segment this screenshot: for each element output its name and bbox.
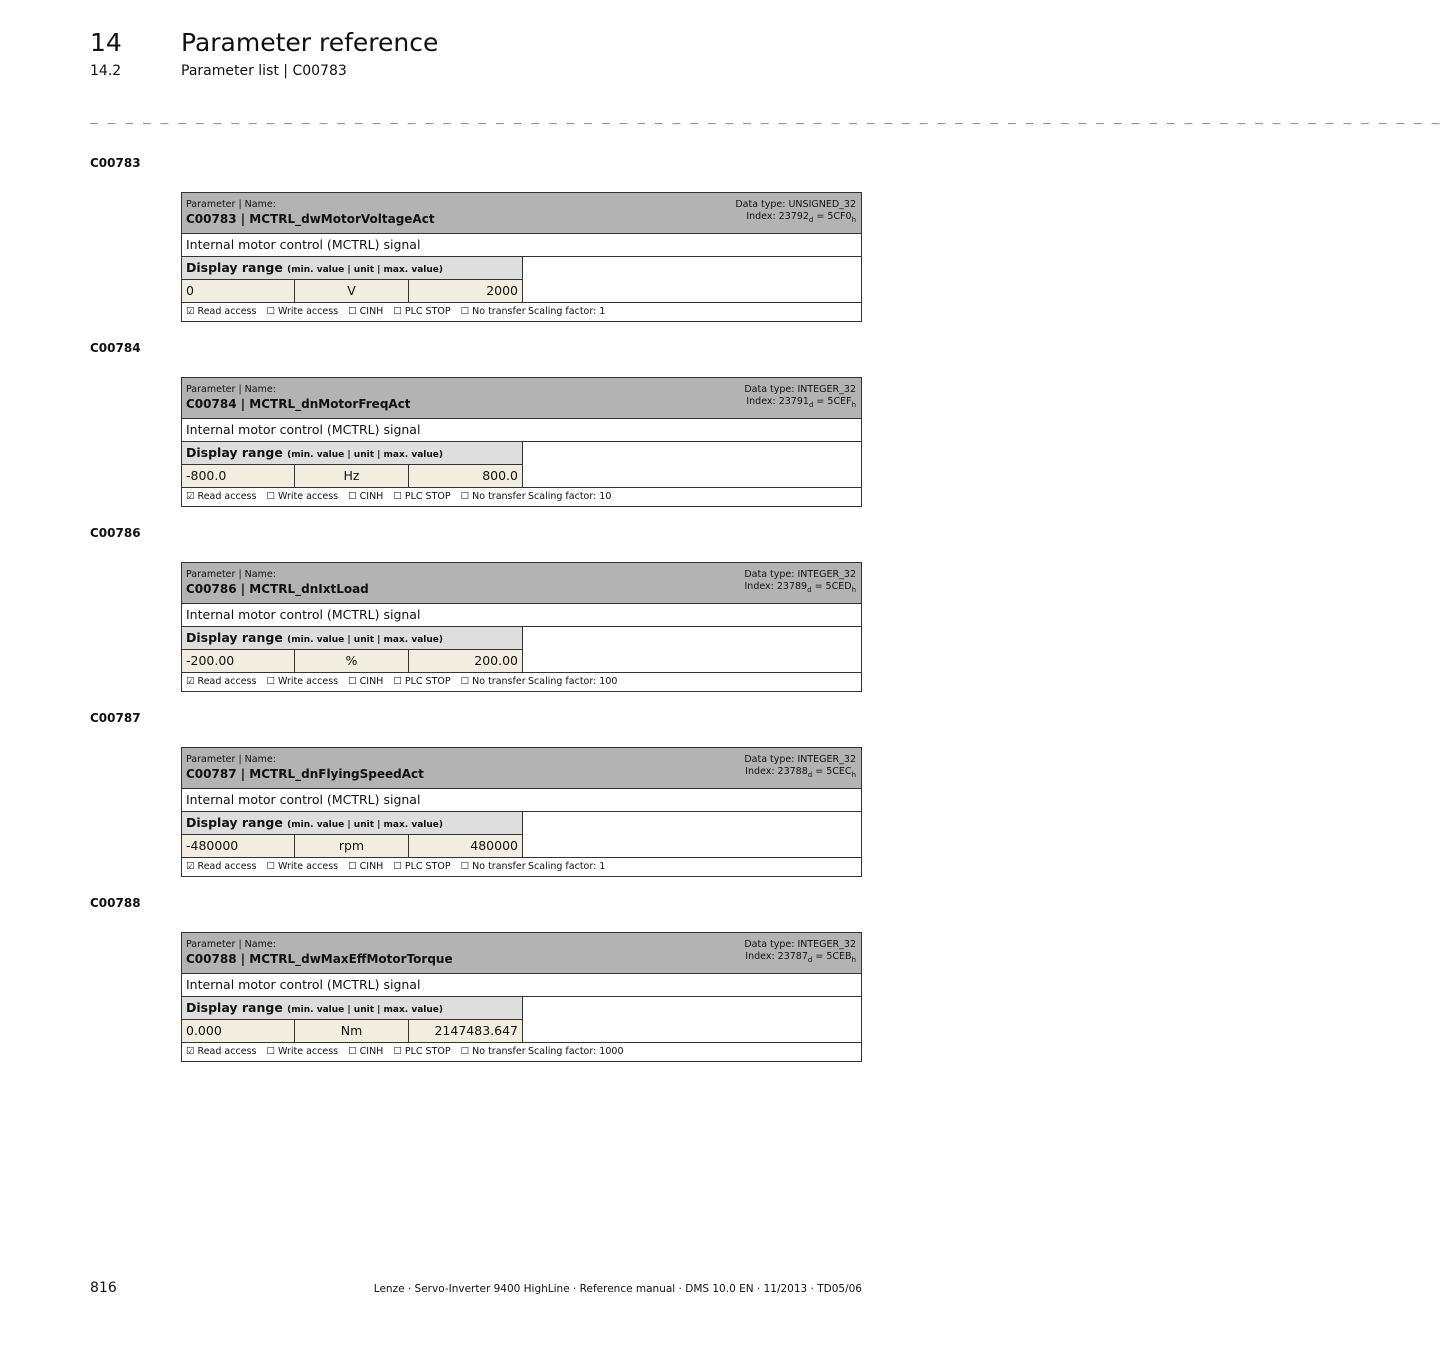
no-transfer-flag: ☐ No transfer [460, 306, 526, 317]
display-range-row [182, 257, 861, 303]
parameter-code-heading: C00784 [90, 341, 141, 355]
parameter-title: C00784 | MCTRL_dnMotorFreqAct [186, 397, 411, 411]
max-value: 480000 [470, 838, 518, 853]
unit-value: V [295, 280, 409, 302]
parameter-title: C00788 | MCTRL_dwMaxEffMotorTorque [186, 952, 453, 966]
data-type: Data type: UNSIGNED_32 [735, 199, 856, 210]
access-row [182, 858, 861, 876]
plc-stop-flag: ☐ PLC STOP [393, 1046, 451, 1057]
index-hex: = 5CF0 [813, 211, 852, 222]
write-access-flag: ☐ Write access [266, 306, 339, 317]
index-decimal: Index: 23789 [744, 581, 808, 592]
display-range-heading [182, 627, 522, 650]
plc-stop-flag: ☐ PLC STOP [393, 306, 451, 317]
chapter-number: 14 [90, 28, 122, 57]
parameter-code-heading: C00787 [90, 711, 141, 725]
access-row [182, 488, 861, 506]
display-range-row [182, 442, 861, 488]
index-hex: = 5CEC [812, 766, 852, 777]
index-hex: = 5CED [811, 581, 852, 592]
parameter-title: C00786 | MCTRL_dnIxtLoad [186, 582, 369, 596]
parameter-code-heading: C00786 [90, 526, 141, 540]
parameter-index: Index: $23789_d = 5CED_h$ [744, 581, 856, 594]
parameter-code-heading: C00788 [90, 896, 141, 910]
display-range-hint: (min. value | unit | max. value) [287, 635, 444, 645]
display-range-values [182, 280, 522, 302]
display-range-label: Display range [186, 445, 283, 460]
parameter-name-caption: Parameter | Name: [186, 939, 276, 950]
scaling-factor: Scaling factor: 100 [528, 676, 618, 687]
plc-stop-flag: ☐ PLC STOP [393, 676, 451, 687]
display-range-heading [182, 997, 522, 1020]
document-info: Lenze · Servo-Inverter 9400 HighLine · Reference manual · DMS 10.0 EN · 11/2013 · TD05/06 [373, 1283, 862, 1295]
write-access-flag: ☐ Write access [266, 1046, 339, 1057]
display-range-block [182, 997, 523, 1042]
display-range-hint: (min. value | unit | max. value) [287, 1005, 444, 1015]
section-title: Parameter list | C00783 [181, 63, 347, 79]
parameter-description: Internal motor control (MCTRL) signal [182, 604, 861, 627]
min-value: 0.000 [182, 1020, 295, 1042]
read-access-flag: ☑ Read access [186, 306, 257, 317]
parameter-code-heading: C00783 [90, 156, 141, 170]
scaling-factor: Scaling factor: 1 [528, 861, 606, 872]
chapter-title: Parameter reference [181, 28, 439, 57]
header-separator: _ _ _ _ _ _ _ _ _ _ _ _ _ _ _ _ _ _ _ _ _ _ _ _ _ _ _ _ _ _ _ _ _ _ _ _ _ _ _ _ _ _ _ _ _ _ _ _ _ _ _ _ _ _ _ _ _ _ _ _ _ _ _ _ _ _ _ _ _ _ _ _ _ _ _ _ _ [90, 110, 1440, 125]
index-decimal: Index: 23788 [745, 766, 808, 777]
display-range-hint: (min. value | unit | max. value) [287, 820, 444, 830]
display-range-label: Display range [186, 630, 283, 645]
display-range-row [182, 627, 861, 673]
index-decimal: Index: 23791 [746, 396, 809, 407]
parameter-title: C00783 | MCTRL_dwMotorVoltageAct [186, 212, 435, 226]
unit-value: Hz [295, 465, 409, 487]
parameter-table-header [182, 563, 861, 604]
parameter-index: Index: $23791_d = 5CEF_h$ [746, 396, 856, 409]
unit-value: % [295, 650, 409, 672]
unit-value: rpm [295, 835, 409, 857]
parameter-table-header [182, 378, 861, 419]
index-hex: = 5CEB [812, 951, 852, 962]
parameter-table [181, 192, 862, 322]
parameter-table [181, 932, 862, 1062]
plc-stop-flag: ☐ PLC STOP [393, 491, 451, 502]
parameter-description: Internal motor control (MCTRL) signal [182, 419, 861, 442]
plc-stop-flag: ☐ PLC STOP [393, 861, 451, 872]
parameter-name-caption: Parameter | Name: [186, 754, 276, 765]
display-range-hint: (min. value | unit | max. value) [287, 450, 444, 460]
index-decimal: Index: 23787 [745, 951, 808, 962]
data-type: Data type: INTEGER_32 [744, 754, 856, 765]
parameter-description: Internal motor control (MCTRL) signal [182, 789, 861, 812]
parameter-table-header [182, 933, 861, 974]
no-transfer-flag: ☐ No transfer [460, 1046, 526, 1057]
parameter-index: Index: $23792_d = 5CF0_h$ [746, 211, 856, 224]
scaling-factor: Scaling factor: 1 [528, 306, 606, 317]
display-range-block [182, 257, 523, 302]
data-type: Data type: INTEGER_32 [744, 569, 856, 580]
read-access-flag: ☑ Read access [186, 491, 257, 502]
read-access-flag: ☑ Read access [186, 861, 257, 872]
data-type: Data type: INTEGER_32 [744, 939, 856, 950]
scaling-factor: Scaling factor: 1000 [528, 1046, 624, 1057]
max-value: 800.0 [482, 468, 518, 483]
min-value: -800.0 [182, 465, 295, 487]
parameter-index: Index: $23788_d = 5CEC_h$ [745, 766, 856, 779]
display-range-label: Display range [186, 815, 283, 830]
min-value: -200.00 [182, 650, 295, 672]
write-access-flag: ☐ Write access [266, 491, 339, 502]
parameter-name-caption: Parameter | Name: [186, 384, 276, 395]
parameter-table [181, 562, 862, 692]
display-range-values [182, 835, 522, 857]
display-range-block [182, 627, 523, 672]
index-hex: = 5CEF [813, 396, 852, 407]
no-transfer-flag: ☐ No transfer [460, 861, 526, 872]
min-value: 0 [182, 280, 295, 302]
no-transfer-flag: ☐ No transfer [460, 491, 526, 502]
display-range-heading [182, 257, 522, 280]
parameter-description: Internal motor control (MCTRL) signal [182, 234, 861, 257]
cinh-flag: ☐ CINH [348, 1046, 384, 1057]
min-value: -480000 [182, 835, 295, 857]
display-range-label: Display range [186, 260, 283, 275]
parameter-name-caption: Parameter | Name: [186, 199, 276, 210]
index-decimal: Index: 23792 [746, 211, 809, 222]
parameter-table-header [182, 193, 861, 234]
max-value: 2147483.647 [434, 1023, 518, 1038]
unit-value: Nm [295, 1020, 409, 1042]
read-access-flag: ☑ Read access [186, 1046, 257, 1057]
display-range-label: Display range [186, 1000, 283, 1015]
display-range-heading [182, 442, 522, 465]
page-number: 816 [90, 1280, 117, 1296]
write-access-flag: ☐ Write access [266, 676, 339, 687]
display-range-row [182, 997, 861, 1043]
cinh-flag: ☐ CINH [348, 861, 384, 872]
display-range-block [182, 442, 523, 487]
max-value: 2000 [486, 283, 518, 298]
parameter-title: C00787 | MCTRL_dnFlyingSpeedAct [186, 767, 424, 781]
display-range-values [182, 650, 522, 672]
section-number: 14.2 [90, 63, 122, 79]
parameter-name-caption: Parameter | Name: [186, 569, 276, 580]
access-row [182, 673, 861, 691]
read-access-flag: ☑ Read access [186, 676, 257, 687]
parameter-table [181, 377, 862, 507]
parameter-description: Internal motor control (MCTRL) signal [182, 974, 861, 997]
write-access-flag: ☐ Write access [266, 861, 339, 872]
cinh-flag: ☐ CINH [348, 676, 384, 687]
display-range-heading [182, 812, 522, 835]
access-row [182, 303, 861, 321]
display-range-row [182, 812, 861, 858]
data-type: Data type: INTEGER_32 [744, 384, 856, 395]
parameter-table [181, 747, 862, 877]
parameter-table-header [182, 748, 861, 789]
no-transfer-flag: ☐ No transfer [460, 676, 526, 687]
parameter-index: Index: $23787_d = 5CEB_h$ [745, 951, 856, 964]
max-value: 200.00 [474, 653, 518, 668]
display-range-values [182, 465, 522, 487]
scaling-factor: Scaling factor: 10 [528, 491, 612, 502]
display-range-hint: (min. value | unit | max. value) [287, 265, 444, 275]
cinh-flag: ☐ CINH [348, 306, 384, 317]
display-range-values [182, 1020, 522, 1042]
cinh-flag: ☐ CINH [348, 491, 384, 502]
display-range-block [182, 812, 523, 857]
access-row [182, 1043, 861, 1061]
